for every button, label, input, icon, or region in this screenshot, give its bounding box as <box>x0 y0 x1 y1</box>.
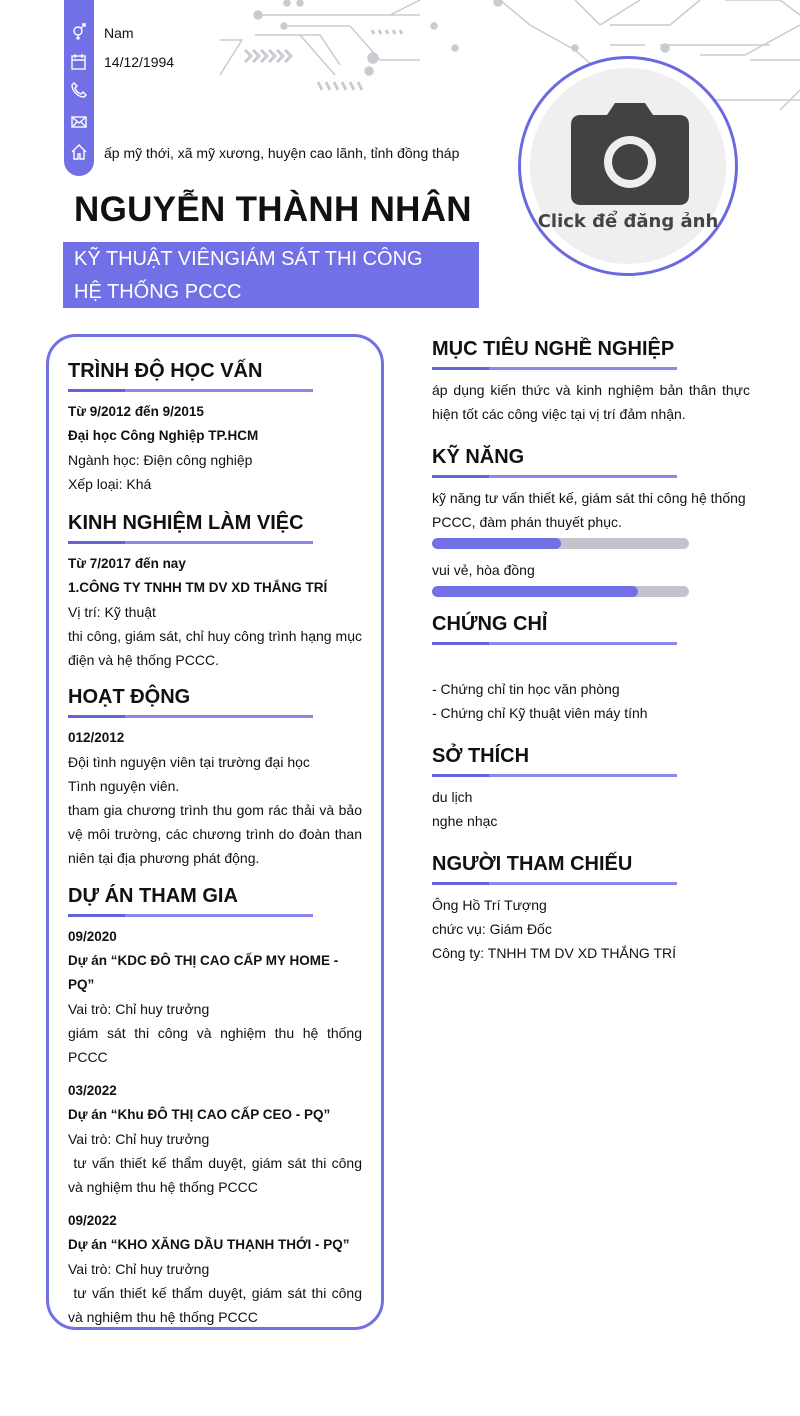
description: tư vấn thiết kế thẩm duyệt, giám sát thi công và nghiệm thu hệ thống PCCC <box>68 1285 366 1325</box>
company: 1.CÔNG TY TNHH TM DV XD THẮNG TRÍ <box>68 580 328 595</box>
gender-value: Nam <box>104 25 134 41</box>
date: 012/2012 <box>68 730 125 745</box>
description: thi công, giám sát, chỉ huy công trình hạng mục điện và hệ thống PCCC. <box>68 628 362 668</box>
description: tham gia chương trình thu gom rác thải và bảo vệ môi trường, các chương trình do đoàn than niên tại địa phương phát động. <box>68 802 362 866</box>
heading-underline <box>432 882 677 885</box>
skill-bar <box>432 538 689 549</box>
project-name: Dự án “Khu ĐÔ THỊ CAO CẤP CEO - PQ” <box>68 1107 331 1122</box>
section-heading: MỤC TIÊU NGHỀ NGHIỆP <box>432 338 675 360</box>
references-section <box>432 849 750 965</box>
date: 03/2022 <box>68 1083 117 1098</box>
heading-underline <box>432 475 677 478</box>
phone-icon <box>70 81 88 99</box>
skills-section <box>432 442 750 606</box>
skill-label: vui vẻ, hòa đồng <box>432 562 535 578</box>
role: Vai trò: Chỉ huy trưởng <box>68 1001 210 1017</box>
rank: Xếp loại: Khá <box>68 476 152 492</box>
heading-underline <box>432 642 677 645</box>
reference-name: Ông Hồ Trí Tượng <box>432 897 547 913</box>
project-name: Dự án “KDC ĐÔ THỊ CAO CẤP MY HOME - PQ” <box>68 953 339 992</box>
job-title <box>63 242 479 308</box>
section-heading: HOẠT ĐỘNG <box>68 686 191 708</box>
school: Đại học Công Nghiệp TP.HCM <box>68 428 259 443</box>
education-section <box>68 356 362 496</box>
section-heading: CHỨNG CHỈ <box>432 613 548 635</box>
photo-upload[interactable] <box>518 56 738 276</box>
skill-label: kỹ năng tư vấn thiết kế, giám sát thi công hệ thống PCCC, đàm phán thuyết phục. <box>432 490 746 530</box>
section-heading: NGƯỜI THAM CHIẾU <box>432 853 633 875</box>
project-item <box>68 925 362 1069</box>
job-title-line1: KỸ THUẬT VIÊNGIÁM SÁT THI CÔNG <box>74 248 423 270</box>
role: Vai trò: Chỉ huy trưởng <box>68 1261 210 1277</box>
candidate-name: NGUYỄN THÀNH NHÂN <box>74 190 472 229</box>
photo-upload-label: Click để đăng ảnh <box>537 211 719 232</box>
home-icon <box>70 143 88 161</box>
role: Tình nguyện viên. <box>68 778 180 794</box>
heading-underline <box>432 367 677 370</box>
section-heading: KỸ NĂNG <box>432 446 525 468</box>
hobby-item: nghe nhạc <box>432 813 498 829</box>
section-heading: TRÌNH ĐỘ HỌC VẤN <box>68 360 263 382</box>
description: tư vấn thiết kế thẩm duyệt, giám sát thi công và nghiệm thu hệ thống PCCC <box>68 1155 366 1195</box>
gender-icon <box>70 23 88 41</box>
section-heading: SỞ THÍCH <box>432 745 530 767</box>
role: Vai trò: Chỉ huy trưởng <box>68 1131 210 1147</box>
heading-underline <box>68 715 313 718</box>
project-item <box>68 1079 366 1199</box>
section-heading: DỰ ÁN THAM GIA <box>68 885 238 907</box>
date: 09/2022 <box>68 1213 117 1228</box>
objective-section <box>432 334 750 426</box>
period: Từ 7/2017 đến nay <box>68 556 186 571</box>
project-item <box>68 1209 366 1329</box>
organization: Đội tình nguyện viên tại trường đại học <box>68 754 310 770</box>
hobbies-section <box>432 741 750 833</box>
heading-underline <box>432 774 677 777</box>
section-heading: KINH NGHIỆM LÀM VIỆC <box>68 512 304 534</box>
email-icon <box>70 113 88 131</box>
heading-underline <box>68 541 313 544</box>
period: Từ 9/2012 đến 9/2015 <box>68 404 204 419</box>
objective-text: áp dụng kiến thức và kinh nghiệm bản thân thực hiện tốt các công việc tại vị trí đảm nhận. <box>432 382 750 422</box>
address-value: ấp mỹ thới, xã mỹ xương, huyện cao lãnh, tỉnh đồng tháp <box>104 145 460 161</box>
camera-icon <box>571 103 689 207</box>
skill-bar-fill <box>432 586 638 597</box>
heading-underline <box>68 914 313 917</box>
position: Vị trí: Kỹ thuật <box>68 604 156 620</box>
projects-section <box>68 881 366 1339</box>
description: giám sát thi công và nghiệm thu hệ thống PCCC <box>68 1025 362 1065</box>
skill-bar-fill <box>432 538 561 549</box>
reference-company: Công ty: TNHH TM DV XD THẮNG TRÍ <box>432 945 677 961</box>
activities-section <box>68 682 362 870</box>
certificate-item: - Chứng chỉ tin học văn phòng <box>432 681 620 697</box>
heading-underline <box>68 389 313 392</box>
experience-section <box>68 508 362 672</box>
major: Ngành học: Điện công nghiệp <box>68 452 253 468</box>
calendar-icon <box>70 53 88 71</box>
project-name: Dự án “KHO XĂNG DẦU THẠNH THỚI - PQ” <box>68 1237 350 1252</box>
certificate-item: - Chứng chỉ Kỹ thuật viên máy tính <box>432 705 648 721</box>
hobby-item: du lịch <box>432 789 473 805</box>
birthday-value: 14/12/1994 <box>104 54 175 70</box>
date: 09/2020 <box>68 929 117 944</box>
reference-position: chức vụ: Giám Đốc <box>432 921 552 937</box>
job-title-line2: HỆ THỐNG PCCC <box>74 281 242 303</box>
skill-bar <box>432 586 689 597</box>
certificates-section <box>432 609 750 725</box>
